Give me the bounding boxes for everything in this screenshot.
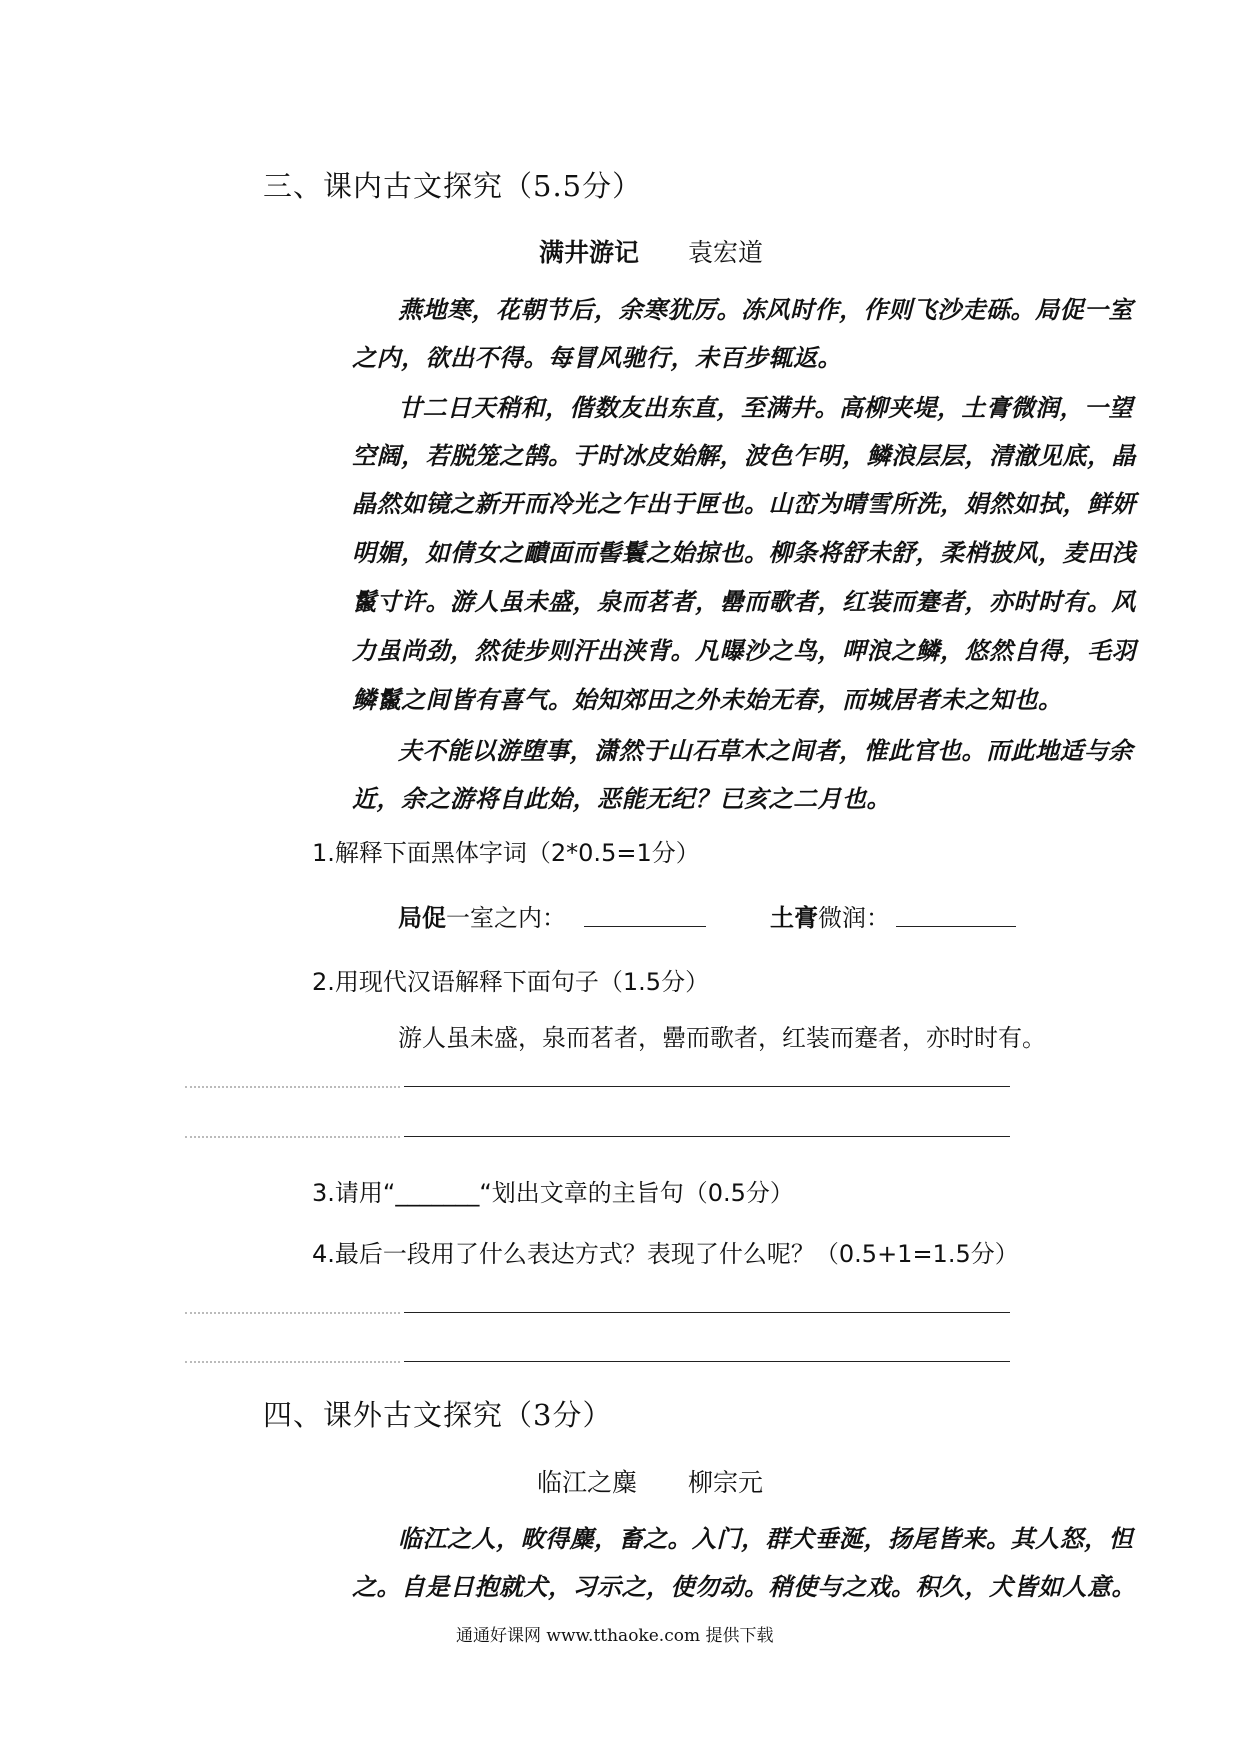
answer-line[interactable]: [404, 1086, 1010, 1087]
passage-line: 鳞鬣之间皆有喜气。始知郊田之外未始无春，而城居者未之知也。: [352, 685, 1063, 714]
question-1-item-1: [398, 898, 566, 933]
question-1-item-2: [770, 898, 890, 933]
answer-line[interactable]: [404, 1361, 1010, 1362]
passage-line: 近，余之游将自此始，恶能无纪？已亥之二月也。: [352, 784, 891, 813]
question-2: 2.用现代汉语解释下面句子（1.5分）: [312, 968, 710, 996]
passage-title: 临江之麋: [537, 1468, 638, 1497]
question-3: 3.请用“_______“划出文章的主旨句（0.5分）: [312, 1179, 794, 1207]
passage-line: 燕地寒，花朝节后，余寒犹厉。冻风时作，作则飞沙走砾。局促一室: [398, 295, 1133, 324]
footer-text: 通通好课网 www.tthaoke.com 提供下载: [456, 1626, 774, 1646]
passage-line: 夫不能以游堕事，潇然于山石草木之间者，惟此官也。而此地适与余: [398, 736, 1133, 765]
section-3-title: 三、课内古文探究（5.5分）: [263, 169, 643, 203]
passage-line: 廿二日天稍和，偕数友出东直，至满井。高柳夹堤，土膏微润，一望: [398, 393, 1133, 422]
passage-line: 明媚，如倩女之靧面而髻鬟之始掠也。柳条将舒未舒，柔梢披风，麦田浅: [352, 538, 1136, 567]
dotted-guide: [185, 1136, 400, 1138]
passage-author: 袁宏道: [688, 238, 764, 267]
term-context: 微润：: [818, 904, 890, 932]
answer-blank[interactable]: [896, 926, 1016, 927]
bold-term: 局促: [398, 904, 446, 932]
term-context: 一室之内：: [446, 904, 566, 932]
passage-line: 之内，欲出不得。每冒风驰行，未百步辄返。: [352, 343, 842, 372]
passage-line: 晶然如镜之新开而冷光之乍出于匣也。山峦为晴雪所洗，娟然如拭，鲜妍: [352, 489, 1136, 518]
passage-line: 鬣寸许。游人虽未盛，泉而茗者，罍而歌者，红装而蹇者，亦时时有。风: [352, 587, 1136, 616]
passage-line: 空阔，若脱笼之鹄。于时冰皮始解，波色乍明，鳞浪层层，清澈见底，晶: [352, 441, 1136, 470]
question-2-sentence: 游人虽未盛，泉而茗者，罍而歌者，红装而蹇者，亦时时有。: [398, 1024, 1046, 1052]
passage-line: 临江之人，畋得麋，畜之。入门，群犬垂涎，扬尾皆来。其人怒，怛: [398, 1524, 1133, 1553]
answer-line[interactable]: [404, 1136, 1010, 1137]
dotted-guide: [185, 1361, 400, 1363]
passage-line: 力虽尚劲，然徒步则汗出浃背。凡曝沙之鸟，呷浪之鳞，悠然自得，毛羽: [352, 636, 1136, 665]
dotted-guide: [185, 1312, 400, 1314]
bold-term: 土膏: [770, 904, 818, 932]
answer-blank[interactable]: [584, 926, 706, 927]
section-4-title: 四、课外古文探究（3分）: [263, 1398, 613, 1432]
passage-author: 柳宗元: [688, 1468, 764, 1497]
dotted-guide: [185, 1086, 400, 1088]
question-4: 4.最后一段用了什么表达方式？表现了什么呢？（0.5+1=1.5分）: [312, 1240, 1019, 1268]
passage-title: 满井游记: [539, 238, 640, 267]
passage-line: 之。自是日抱就犬，习示之，使勿动。稍使与之戏。积久，犬皆如人意。: [352, 1572, 1136, 1601]
answer-line[interactable]: [404, 1312, 1010, 1313]
question-1: 1.解释下面黑体字词（2*0.5=1分）: [312, 839, 700, 867]
